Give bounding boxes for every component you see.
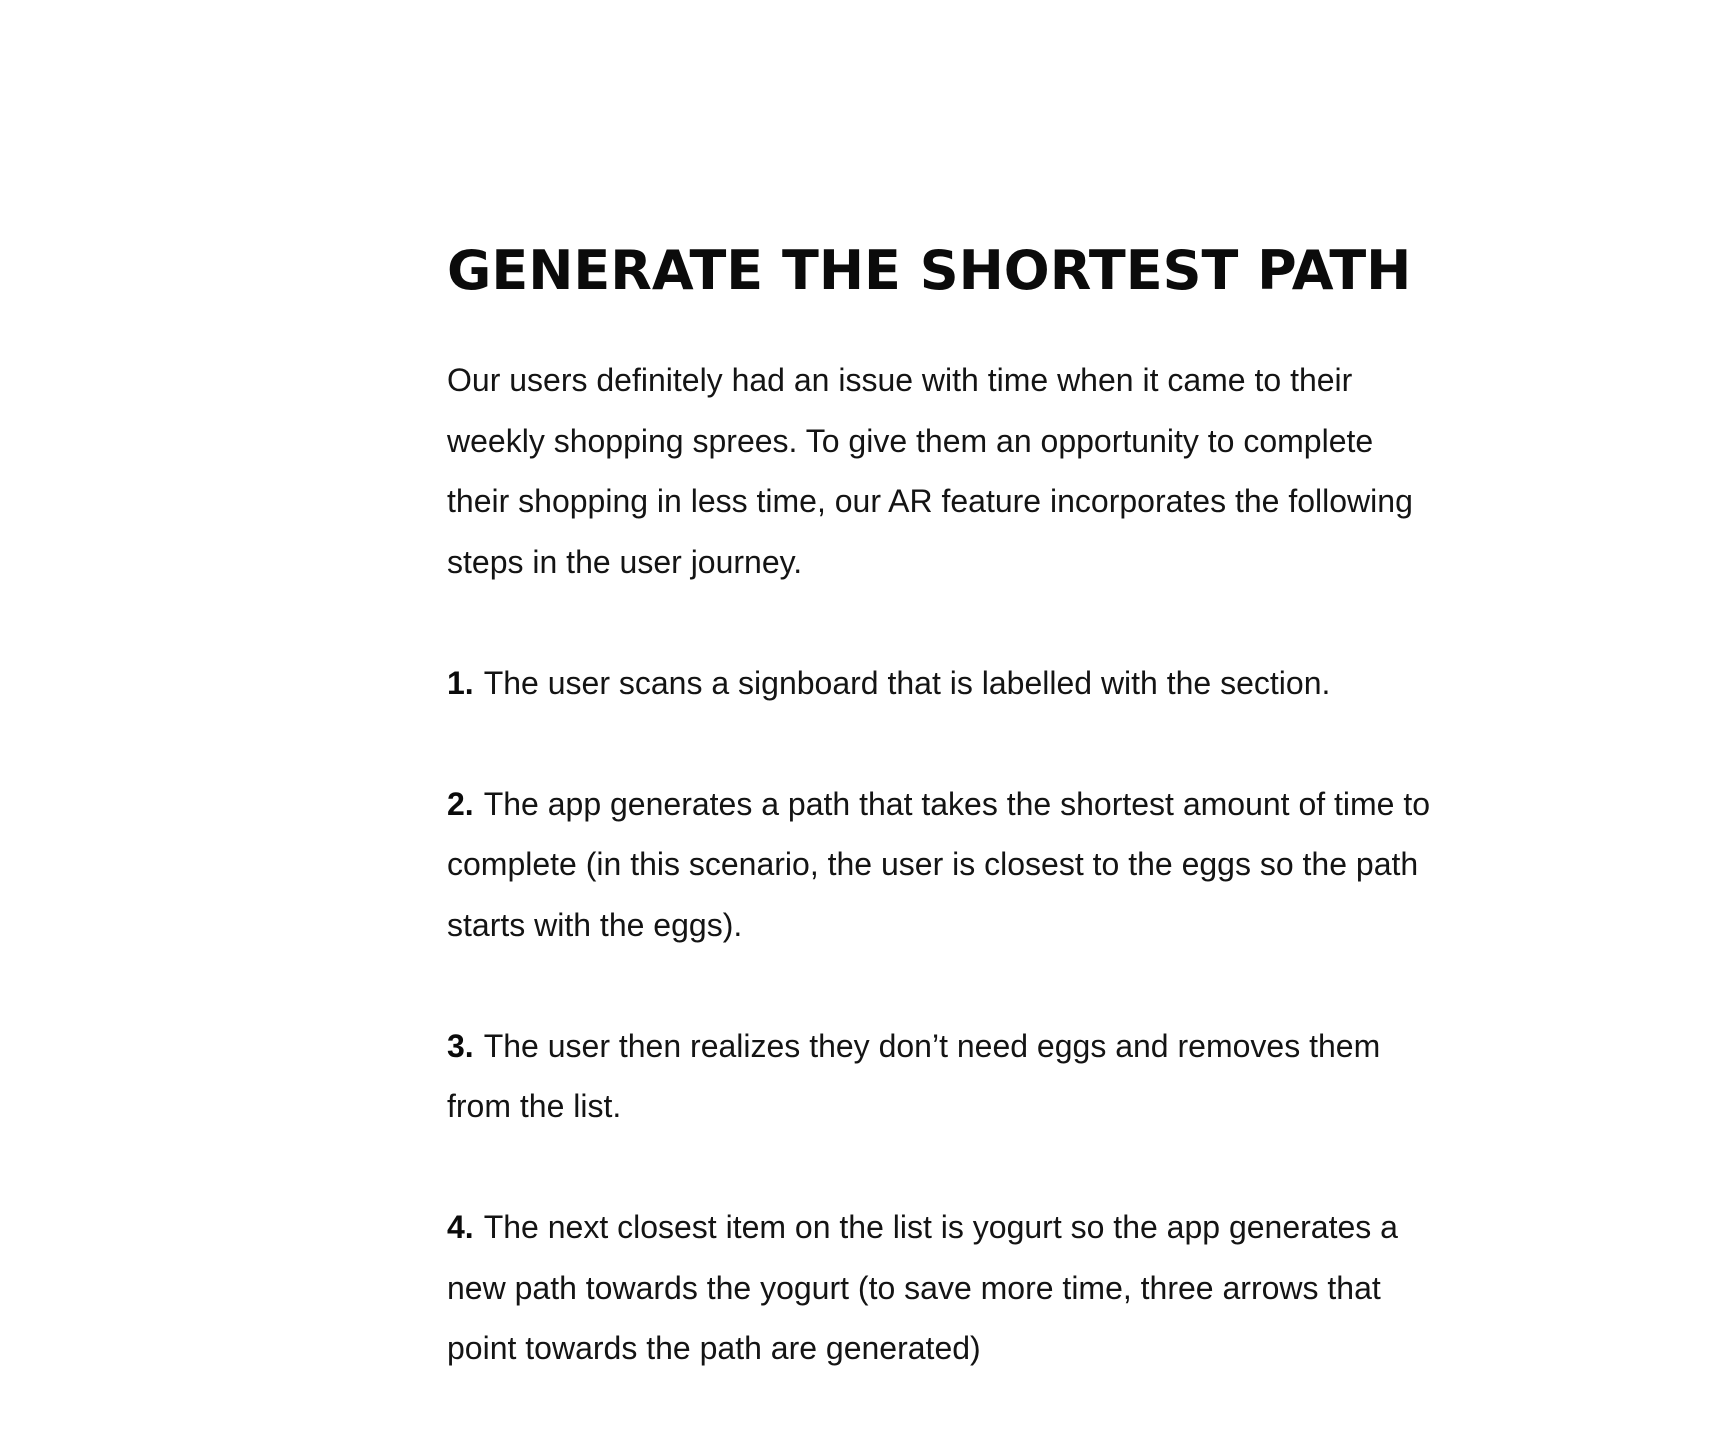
step-number: 2. bbox=[447, 785, 474, 822]
step-text: The user scans a signboard that is labelled with the section. bbox=[483, 664, 1331, 701]
step-text: The next closest item on the list is yogurt so the app generates a new path towards the yogurt (to save more time, three arrows that point towards the path are generated) bbox=[447, 1209, 1398, 1366]
step-item bbox=[447, 1197, 1437, 1379]
step-item bbox=[447, 653, 1437, 714]
step-text: The user then realizes they don’t need eggs and removes them from the list. bbox=[447, 1027, 1381, 1124]
step-text: The app generates a path that takes the shortest amount of time to complete (in this scenario, the user is closest to the eggs so the path starts with the eggs). bbox=[447, 785, 1431, 943]
step-number: 4. bbox=[447, 1209, 474, 1245]
step-item bbox=[447, 1016, 1437, 1137]
page-title: GENERATE THE SHORTEST PATH bbox=[447, 239, 1412, 302]
intro-paragraph: Our users definitely had an issue with time when it came to their weekly shopping sprees. To give them an opportunity to complete their shopping in less time, our AR feature incorporates the following steps in the user journey. bbox=[447, 362, 1413, 580]
article bbox=[447, 236, 1437, 1439]
step-number: 3. bbox=[447, 1027, 474, 1064]
step-item bbox=[447, 774, 1437, 956]
step-number: 1. bbox=[447, 664, 474, 701]
